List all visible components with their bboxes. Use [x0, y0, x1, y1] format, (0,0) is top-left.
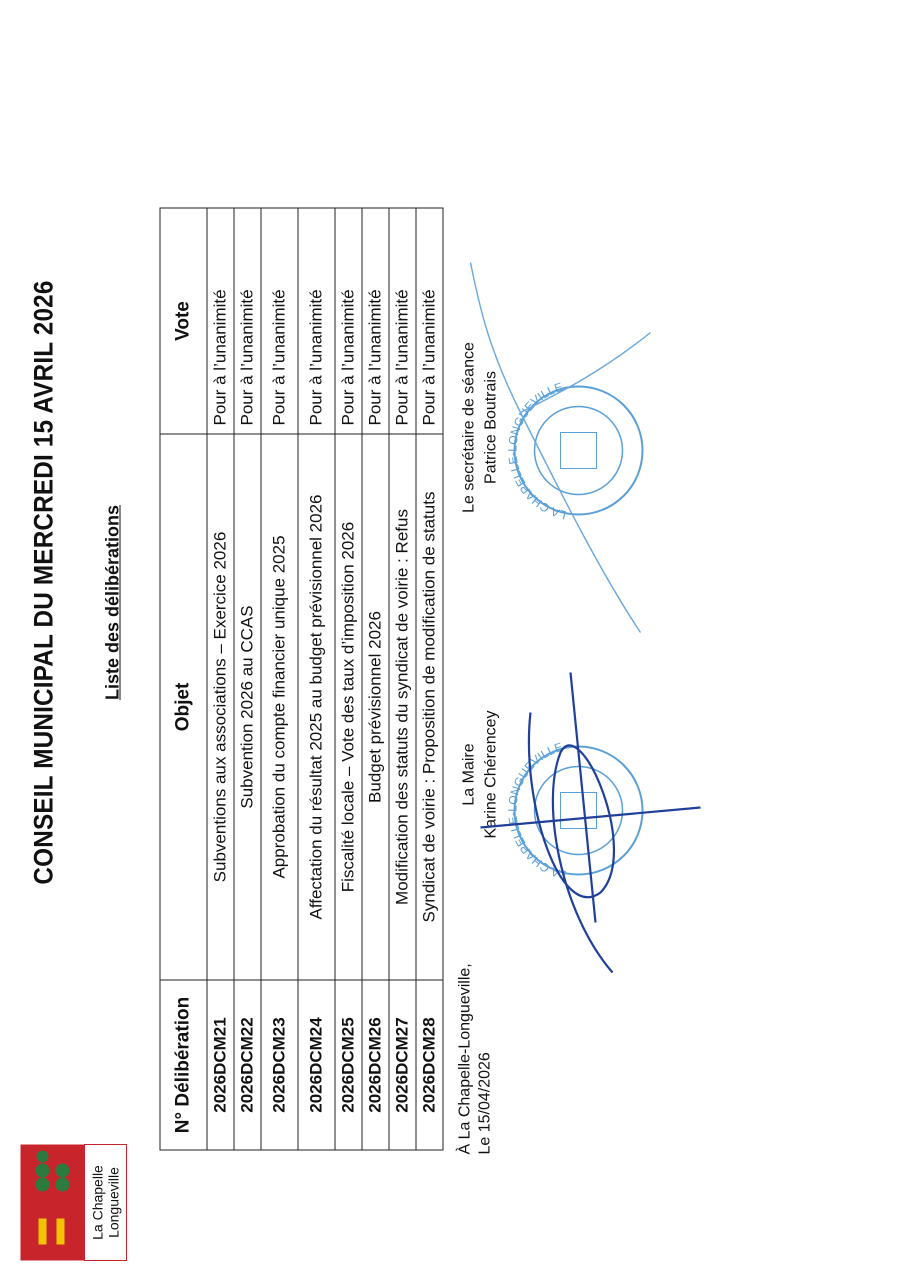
secretary-stamp-text: LA CHAPELLE-LONGUEVILLE — [505, 379, 568, 523]
mayor-name: Karine Chérencey — [482, 710, 500, 839]
deliberation-number: 2026DCM27 — [389, 980, 416, 1150]
column-header-vote: Vote — [160, 208, 207, 434]
deliberation-objet: Fiscalité locale – Vote des taux d’imposition 2026 — [335, 434, 362, 980]
document-page — [1, 0, 900, 1273]
page-subtitle: Liste des délibérations — [102, 504, 123, 701]
deliberation-vote: Pour à l’unanimité — [207, 208, 234, 434]
deliberation-objet: Affectation du résultat 2025 au budget prévisionnel 2026 — [298, 434, 335, 980]
place-text: À La Chapelle-Longueville, — [456, 963, 474, 1155]
deliberation-number: 2026DCM22 — [234, 980, 261, 1150]
deliberation-objet: Subventions aux associations – Exercice 2026 — [207, 434, 234, 980]
deliberation-number: 2026DCM25 — [335, 980, 362, 1150]
deliberation-vote: Pour à l’unanimité — [362, 208, 389, 434]
stamps-and-signatures — [1, 0, 900, 1273]
page-title: CONSEIL MUNICIPAL DU MERCREDI 15 AVRIL 2026 — [28, 280, 59, 885]
deliberation-objet: Modification des statuts du syndicat de voirie : Refus — [389, 434, 416, 980]
mayor-stamp — [505, 740, 642, 882]
column-header-number: N° Délibération — [160, 980, 207, 1150]
deliberation-vote: Pour à l’unanimité — [335, 208, 362, 434]
secretary-name: Patrice Boutrais — [482, 371, 500, 484]
mayor-stamp-text: LA CHAPELLE-LONGUEVILLE — [505, 739, 568, 883]
deliberation-vote: Pour à l’unanimité — [298, 208, 335, 434]
deliberation-objet: Syndicat de voirie : Proposition de modification de statuts — [416, 434, 443, 980]
secretary-role: Le secrétaire de séance — [460, 342, 478, 513]
deliberation-number: 2026DCM24 — [298, 980, 335, 1150]
logo-line-1: La Chapelle — [89, 1165, 106, 1240]
logo-line-2: Longueville — [105, 1167, 122, 1238]
secretary-stamp — [505, 380, 642, 522]
deliberation-number: 2026DCM21 — [207, 980, 234, 1150]
deliberation-objet: Budget prévisionnel 2026 — [362, 434, 389, 980]
deliberation-number: 2026DCM23 — [261, 980, 298, 1150]
deliberation-vote: Pour à l’unanimité — [261, 208, 298, 434]
deliberation-vote: Pour à l’unanimité — [389, 208, 416, 434]
column-header-objet: Objet — [160, 434, 207, 980]
mayor-role: La Maire — [460, 743, 478, 806]
deliberation-objet: Approbation du compte financier unique 2025 — [261, 434, 298, 980]
deliberation-number: 2026DCM28 — [416, 980, 443, 1150]
deliberation-number: 2026DCM26 — [362, 980, 389, 1150]
date-text: Le 15/04/2026 — [476, 1052, 494, 1155]
deliberation-vote: Pour à l’unanimité — [416, 208, 443, 434]
deliberation-objet: Subvention 2026 au CCAS — [234, 434, 261, 980]
deliberation-vote: Pour à l’unanimité — [234, 208, 261, 434]
